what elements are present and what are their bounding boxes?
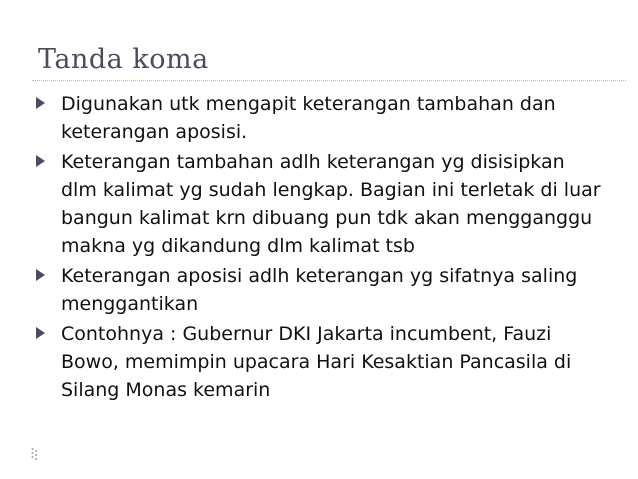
bullet-text: Keterangan tambahan adlh keterangan yg disisipkan dlm kalimat yg sudah lengkap. Bagian ini terletak di luar bangun kalimat krn dibuang pun tdk akan mengganggu makna yg dikandung dlm kalimat tsb [61, 151, 601, 257]
bullet-item [36, 262, 601, 318]
bullet-item [36, 320, 601, 404]
bullet-item [36, 90, 601, 146]
triangle-bullet-icon [36, 155, 45, 167]
triangle-bullet-icon [36, 327, 45, 339]
title-divider [32, 80, 626, 81]
slide-title: Tanda koma [38, 44, 209, 75]
bullet-text: Keterangan aposisi adlh keterangan yg sifatnya saling menggantikan [61, 265, 578, 315]
bullet-text: Digunakan utk mengapit keterangan tambahan dan keterangan aposisi. [61, 93, 556, 143]
triangle-bullet-icon [36, 269, 45, 281]
bullet-list [36, 90, 601, 406]
bullet-text: Contohnya : Gubernur DKI Jakarta incumbent, Fauzi Bowo, memimpin upacara Hari Kesaktian Pancasila di Silang Monas kemarin [61, 323, 572, 401]
triangle-bullet-icon [36, 97, 45, 109]
resize-grip-icon [31, 447, 39, 461]
bullet-item [36, 148, 601, 260]
